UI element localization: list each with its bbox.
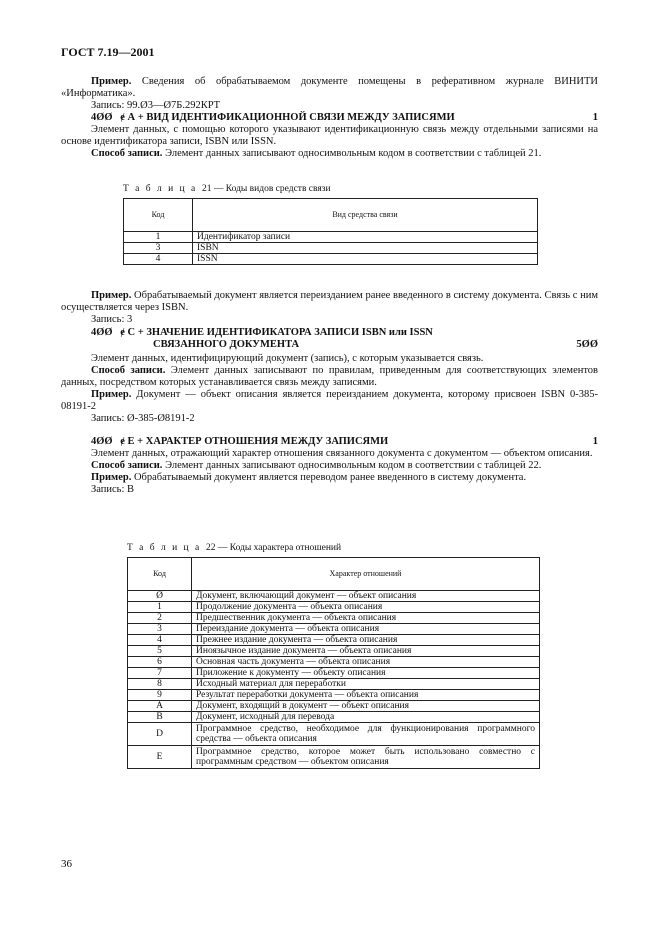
method-text: Элемент данных записывают по правилам, приведенным для соответствующих элементов данных, посредством которых устанавливается связь между записями. [61,365,599,388]
table-caption-text: 22 — Коды характера отношений [205,543,342,553]
cell-code: 8 [128,679,192,690]
cell-code: B [128,712,192,723]
table-22 [127,557,540,769]
table-21 [123,198,538,265]
example-paragraph-1 [61,76,598,112]
table-row [128,591,540,602]
cell-code: 7 [128,668,192,679]
field-code: 4ØØ [91,112,113,123]
cell-desc: Программное средство, которое может быть использовано совместно с программным средством — объектом описания [192,746,540,769]
table-row [128,746,540,769]
description-text: Элемент данных, идентифицирующий документ (запись), с которым указывается связь. [91,353,484,364]
cell-code: A [128,701,192,712]
table-caption-text: 21 — Коды видов средств связи [201,184,331,194]
table-row [128,723,540,746]
field-code: 4ØØ [91,436,113,447]
table-row [128,701,540,712]
example-text: Обрабатываемый документ является переводом ранее введенного в систему документа. [131,472,527,483]
section-heading-a [91,112,598,124]
cell-desc: ISBN [193,243,538,254]
cell-code: 5 [128,646,192,657]
table-row [124,254,538,265]
cell-code: 4 [128,635,192,646]
record-line: Запись: Ø-385-Ø8191-2 [91,413,195,424]
cell-desc: Документ, исходный для перевода [192,712,540,723]
method-label: Способ записи. [91,460,163,471]
example-text: Обрабатываемый документ является переизданием ранее введенного в систему документа. Связь с ним осуществляется через ISBN. [61,290,598,313]
description-paragraph-e [61,448,598,496]
column-header-code: Код [128,558,192,591]
method-label: Способ записи. [91,148,163,159]
example-text: Документ — объект описания является переизданием документа, которому присвоен ISBN 0-385-08191-2 [61,389,598,412]
table-caption-prefix: Т а б л и ц а [123,184,198,194]
cell-code: 9 [128,690,192,701]
cell-desc: ISSN [193,254,538,265]
example-label: Пример. [91,76,132,87]
cell-desc: Основная часть документа — объекта описания [192,657,540,668]
field-length: 1 [592,436,598,447]
cell-desc: Исходный материал для переработки [192,679,540,690]
table-row [128,602,540,613]
column-header-type: Характер отношений [192,558,540,591]
example-label: Пример. [91,472,132,483]
section-title-line1: ɇ С + ЗНАЧЕНИЕ ИДЕНТИФИКАТОРА ЗАПИСИ ISBN или ISSN [120,327,433,338]
cell-code: D [128,723,192,746]
description-paragraph-a [61,124,598,160]
page-header: ГОСТ 7.19—2001 [61,45,155,59]
section-heading-c [91,327,598,350]
method-label: Способ записи. [91,365,166,376]
cell-code: E [128,746,192,769]
description-text: Элемент данных, отражающий характер отношения связанного документа с документом — объектом описания. [91,448,593,459]
cell-desc: Иноязычное издание документа — объекта описания [192,646,540,657]
table-row [128,613,540,624]
table-row [128,679,540,690]
cell-code: 1 [128,602,192,613]
table-row [128,657,540,668]
section-title: ɇ Е + ХАРАКТЕР ОТНОШЕНИЯ МЕЖДУ ЗАПИСЯМИ [120,436,389,447]
example-paragraph-3 [61,290,598,326]
column-header-code: Код [124,199,193,232]
cell-code: 4 [124,254,193,265]
cell-desc: Результат переработки документа — объекта описания [192,690,540,701]
field-length: 5ØØ [576,339,598,350]
section-title: ɇ А + ВИД ИДЕНТИФИКАЦИОННОЙ СВЯЗИ МЕЖДУ ЗАПИСЯМИ [120,112,455,123]
cell-code: 3 [124,243,193,254]
cell-code: 1 [124,232,193,243]
table-row [128,646,540,657]
table-22-caption [127,542,341,554]
column-header-type: Вид средства связи [193,199,538,232]
section-heading-e [91,436,598,448]
example-label: Пример. [91,389,132,400]
table-row [128,624,540,635]
cell-desc: Переиздание документа — объекта описания [192,624,540,635]
cell-code: Ø [128,591,192,602]
table-row [128,712,540,723]
table-row [128,668,540,679]
table-header-row [124,199,538,232]
cell-desc: Продолжение документа — объекта описания [192,602,540,613]
cell-code: 2 [128,613,192,624]
field-code: 4ØØ [91,327,113,338]
cell-desc: Программное средство, необходимое для функционирования программного средства — объекта описания [192,723,540,746]
cell-desc: Документ, включающий документ — объект описания [192,591,540,602]
table-21-caption [123,183,331,195]
cell-desc: Документ, входящий в документ — объект описания [192,701,540,712]
table-row [128,635,540,646]
cell-desc: Прежнее издание документа — объекта описания [192,635,540,646]
record-line: Запись: В [91,484,135,495]
description-paragraph-c [61,353,598,425]
field-length: 1 [592,112,598,123]
method-text: Элемент данных записывают односимвольным кодом в соответствии с таблицей 21. [162,148,542,159]
record-line: Запись: 3 [91,314,133,325]
section-title-line2: СВЯЗАННОГО ДОКУМЕНТА [153,339,300,350]
cell-code: 3 [128,624,192,635]
cell-code: 6 [128,657,192,668]
table-caption-prefix: Т а б л и ц а [127,543,202,553]
cell-desc: Идентификатор записи [193,232,538,243]
example-label: Пример. [91,290,132,301]
record-line: Запись: 99.Ø3—Ø7Б.292КРТ [91,100,221,111]
example-text: Сведения об обрабатываемом документе помещены в реферативном журнале ВИНИТИ «Информатика». [61,76,598,99]
description-text: Элемент данных, с помощью которого указывают идентификационную связь между отдельными записями на основе идентификатора записи, ISBN или ISSN. [61,124,598,147]
table-row [128,690,540,701]
table-header-row [128,558,540,591]
cell-desc: Приложение к документу — объекту описания [192,668,540,679]
cell-desc: Предшественник документа — объекта описания [192,613,540,624]
table-row [124,232,538,243]
method-text: Элемент данных записывают односимвольным кодом в соответствии с таблицей 22. [162,460,542,471]
table-row [124,243,538,254]
page-number: 36 [61,858,72,870]
